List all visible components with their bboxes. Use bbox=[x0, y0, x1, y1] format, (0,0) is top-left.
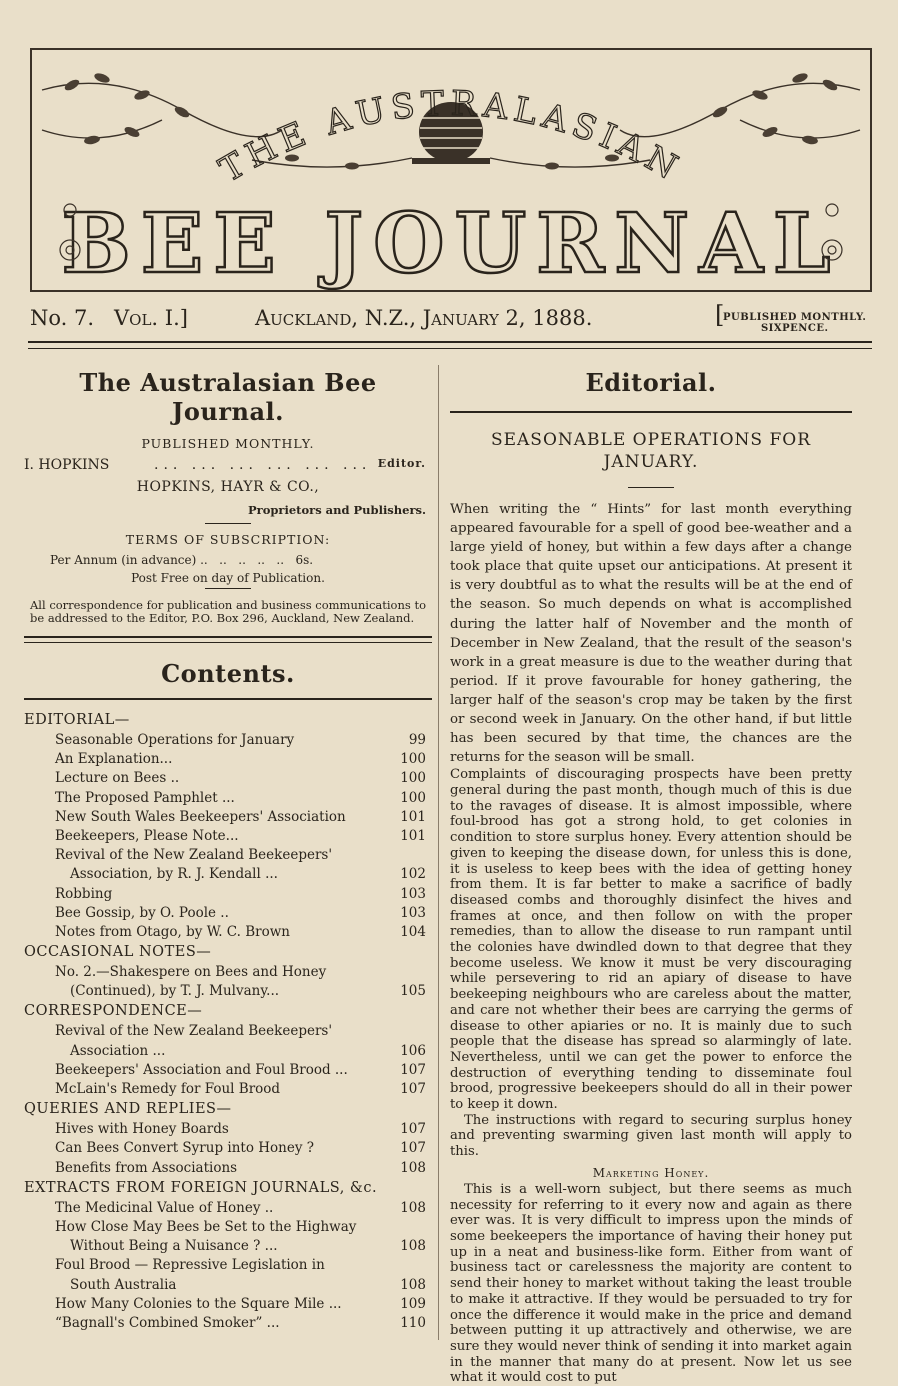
toc-page-number: 108 bbox=[400, 1199, 426, 1216]
table-of-contents bbox=[24, 710, 432, 1333]
toc-entry bbox=[24, 789, 432, 808]
left-column bbox=[24, 362, 432, 1333]
toc-entry bbox=[24, 750, 432, 769]
toc-entry bbox=[24, 808, 432, 827]
toc-section-heading: EDITORIAL— bbox=[24, 712, 130, 728]
toc-section-heading: EXTRACTS FROM FOREIGN JOURNALS, &c. bbox=[24, 1179, 378, 1196]
toc-entry bbox=[24, 1256, 432, 1275]
toc-section-heading: CORRESPONDENCE— bbox=[24, 1003, 203, 1020]
toc-entry-title: How Close May Bees be Set to the Highway bbox=[55, 1218, 357, 1235]
toc-entry bbox=[24, 923, 432, 942]
toc-page-number: 108 bbox=[400, 1238, 426, 1255]
toc-entry bbox=[24, 1159, 432, 1178]
toc-page-number: 107 bbox=[400, 1081, 426, 1097]
column-divider bbox=[438, 365, 439, 1340]
toc-entry-title: An Explanation... bbox=[55, 751, 173, 768]
toc-entry-title: McLain's Remedy for Foul Brood bbox=[55, 1081, 281, 1097]
short-rule-2 bbox=[205, 588, 251, 589]
issue-number: No. 7. bbox=[30, 306, 95, 330]
header-rule bbox=[28, 341, 872, 349]
toc-entry bbox=[24, 827, 432, 846]
toc-entry-title: “Bagnall's Combined Smoker” ... bbox=[55, 1314, 280, 1331]
toc-entry bbox=[24, 1139, 432, 1158]
toc-section-heading: QUERIES AND REPLIES— bbox=[24, 1101, 232, 1118]
contents-rule-2 bbox=[24, 698, 432, 702]
toc-page-number: 104 bbox=[400, 923, 426, 940]
toc-entry bbox=[24, 731, 432, 750]
toc-entry-title: Robbing bbox=[55, 885, 113, 902]
toc-entry bbox=[24, 1022, 432, 1041]
toc-entry-title: Association, by R. J. Kendall ... bbox=[70, 866, 278, 883]
toc-entry-title: Foul Brood — Repressive Legislation in bbox=[55, 1257, 325, 1274]
masthead-arc-title: THE AUSTRALASIAN bbox=[212, 83, 690, 191]
toc-entry bbox=[24, 865, 432, 884]
toc-entry-title: (Continued), by T. J. Mulvany... bbox=[70, 983, 280, 1000]
toc-entry-title: How Many Colonies to the Square Mile ... bbox=[55, 1295, 342, 1312]
toc-entry bbox=[24, 1199, 432, 1218]
terms-heading: TERMS OF SUBSCRIPTION: bbox=[125, 532, 331, 547]
toc-entry bbox=[24, 885, 432, 904]
toc-page-number: 107 bbox=[400, 1140, 426, 1157]
toc-section-heading: OCCASIONAL NOTES— bbox=[24, 944, 212, 961]
paragraph-1: When writing the “ Hints” for last month everything appeared favourable for a spell of good bee-weather and a large yield of honey, but within a few days after a change took place that quite upset our anticipations. At present it is very doubtful as to what the results will be at the end of the season. So much depends on what is accomplished during the latter half of November and the month of December in New Zealand, that the result of the season's work in a great measure is due to the weather during that period. If it prove favourable for honey gathering, the larger half of the season's crop may be taken by the first or second week in January. On the other hand, if but little has been secured by that time, the chances are the returns for the season will be small. bbox=[450, 502, 852, 766]
right-column bbox=[450, 362, 852, 1386]
toc-entry bbox=[24, 982, 432, 1001]
toc-entry-title: South Australia bbox=[70, 1276, 177, 1293]
toc-page-number: 108 bbox=[400, 1159, 426, 1176]
toc-page-number: 107 bbox=[400, 1061, 426, 1078]
masthead bbox=[30, 48, 872, 292]
contents-rule bbox=[24, 636, 432, 643]
contents-heading: Contents. bbox=[161, 659, 295, 688]
editor-line bbox=[24, 457, 432, 479]
price-line-1: PUBLISHED MONTHLY. bbox=[723, 312, 867, 323]
toc-page-number: 103 bbox=[400, 904, 426, 921]
toc-entry-title: Beekeepers, Please Note... bbox=[55, 827, 239, 844]
toc-entry-title: Without Being a Nuisance ? ... bbox=[70, 1238, 278, 1255]
toc-entry-title: Association ... bbox=[70, 1042, 166, 1059]
post-free: Post Free on day of Publication. bbox=[131, 571, 325, 585]
toc-page-number: 100 bbox=[400, 751, 426, 768]
place-date: Auckland, N.Z., January 2, 1888. bbox=[255, 306, 593, 330]
toc-entry bbox=[24, 1218, 432, 1237]
toc-page-number: 100 bbox=[400, 770, 426, 787]
editorial-rule bbox=[450, 411, 852, 415]
toc-page-number: 110 bbox=[400, 1314, 426, 1331]
toc-entry-title: New South Wales Beekeepers' Association bbox=[55, 808, 346, 825]
publishers-role: Proprietors and Publishers. bbox=[247, 503, 426, 517]
correspondence-note: All correspondence for publication and business communications to be addressed to the Editor, P.O. Box 296, Auckland, New Zealand. bbox=[30, 598, 426, 625]
toc-entry-title: Can Bees Convert Syrup into Honey ? bbox=[55, 1140, 314, 1157]
toc-page-number: 107 bbox=[400, 1121, 426, 1138]
publishers: HOPKINS, HAYR & CO., bbox=[136, 479, 320, 495]
toc-entry-title: Bee Gossip, by O. Poole .. bbox=[55, 904, 229, 921]
toc-entry bbox=[24, 1314, 432, 1333]
paragraph-2: Complaints of discouraging prospects have been pretty general during the past month, though much of this is due to the ravages of disease. It is almost impossible, where foul-brood has got a strong hold, to get colonies in condition to store surplus honey. Every attention should be given to keeping the disease down, for unless this is done, it is useless to keep bees with the idea of getting honey from them. It is far better to make a sacrifice of badly diseased combs and thoroughly disinfect the hives and frames at once, and then follow on with the proper remedies, than to allow the disease to run rampant until the colonies have dwindled down to that degree that they become useless. We know it must be very discouraging while persevering to rid an apiary of disease to have beekeeping neighbours who are careless about the matter, and care not whether their bees are carrying the germs of disease to other apiaries or no. It is mainly due to such people that the disease has spread so alarmingly of late. Nevertheless, until we can get the power to enforce the destruction of everything tending to disseminate foul brood, progressive beekeepers should do all in their power to keep it down. bbox=[450, 767, 852, 1113]
editor-name: I. HOPKINS bbox=[24, 457, 110, 473]
toc-entry-title: Notes from Otago, by W. C. Brown bbox=[55, 923, 290, 940]
marketing-subhead: Marketing Honey. bbox=[592, 1165, 710, 1180]
toc-entry-title: Seasonable Operations for January bbox=[55, 732, 295, 748]
toc-entry-title: The Proposed Pamphlet ... bbox=[55, 789, 235, 806]
toc-page-number: 99 bbox=[408, 732, 426, 748]
toc-entry-title: The Medicinal Value of Honey .. bbox=[55, 1199, 274, 1216]
masthead-main-title: BEE JOURNAL bbox=[61, 196, 841, 290]
toc-entry bbox=[24, 1237, 432, 1256]
toc-page-number: 105 bbox=[400, 983, 426, 1000]
toc-page-number: 102 bbox=[400, 866, 426, 883]
per-annum: Per Annum (in advance) .. .. .. .. .. 6s. bbox=[50, 553, 314, 567]
editor-dots: ... ... ... ... ... ... bbox=[154, 457, 372, 473]
editorial-heading: Editorial. bbox=[585, 368, 717, 397]
toc-entry-title: Beekeepers' Association and Foul Brood ... bbox=[55, 1061, 348, 1078]
editor-role: Editor. bbox=[377, 457, 426, 470]
toc-entry bbox=[24, 1080, 432, 1099]
paragraph-4: This is a well-worn subject, but there seems as much necessity for referring to it every now and again as there ever was. It is very difficult to impress upon the minds of some beekeepers the importance of having their honey put up in a neat and business-like form. Either from want of business tact or carelessness the majority are content to send their honey to market without taking the least trouble to make it attractive. If they would be persuaded to try for once the difference it would make in the price and demand between putting it up attractively and otherwise, we are sure they would never think of sending it into market again in the manner that many do at present. Now let us see what it would cost to put bbox=[450, 1181, 852, 1386]
toc-page-number: 100 bbox=[400, 789, 426, 806]
toc-entry bbox=[24, 1276, 432, 1295]
title-rule bbox=[628, 487, 674, 488]
toc-page-number: 108 bbox=[400, 1276, 426, 1293]
issue-line bbox=[30, 301, 872, 336]
short-rule bbox=[205, 523, 251, 524]
toc-page-number: 101 bbox=[400, 827, 426, 844]
toc-entry bbox=[24, 846, 432, 865]
toc-entry-title: Benefits from Associations bbox=[55, 1159, 238, 1176]
toc-page-number: 109 bbox=[400, 1295, 426, 1312]
published-monthly: PUBLISHED MONTHLY. bbox=[141, 436, 315, 451]
toc-page-number: 103 bbox=[400, 885, 426, 902]
toc-entry-title: Lecture on Bees .. bbox=[55, 770, 180, 787]
toc-entry-title: Revival of the New Zealand Beekeepers' bbox=[55, 847, 333, 864]
toc-page-number: 106 bbox=[400, 1042, 426, 1059]
toc-entry-title: Revival of the New Zealand Beekeepers' bbox=[55, 1023, 333, 1040]
price-box: [ PUBLISHED MONTHLY. SIXPENCE. bbox=[715, 301, 867, 334]
toc-page-number: 101 bbox=[400, 808, 426, 825]
masthead-illustration bbox=[32, 50, 870, 290]
toc-entry bbox=[24, 904, 432, 923]
journal-heading: The Australasian Bee Journal. bbox=[79, 368, 377, 426]
article-title: SEASONABLE OPERATIONS FOR JANUARY. bbox=[490, 430, 812, 472]
toc-entry bbox=[24, 1295, 432, 1314]
toc-entry bbox=[24, 1061, 432, 1080]
toc-entry bbox=[24, 1120, 432, 1139]
toc-entry bbox=[24, 963, 432, 982]
price-line-2: SIXPENCE. bbox=[760, 323, 829, 334]
toc-entry bbox=[24, 769, 432, 788]
paragraph-3: The instructions with regard to securing surplus honey and preventing swarming given last month will apply to this. bbox=[450, 1112, 852, 1160]
toc-entry-title: No. 2.—Shakespere on Bees and Honey bbox=[55, 964, 327, 981]
volume: Vol. I.] bbox=[114, 306, 188, 330]
toc-entry-title: Hives with Honey Boards bbox=[55, 1121, 229, 1138]
toc-entry bbox=[24, 1042, 432, 1061]
